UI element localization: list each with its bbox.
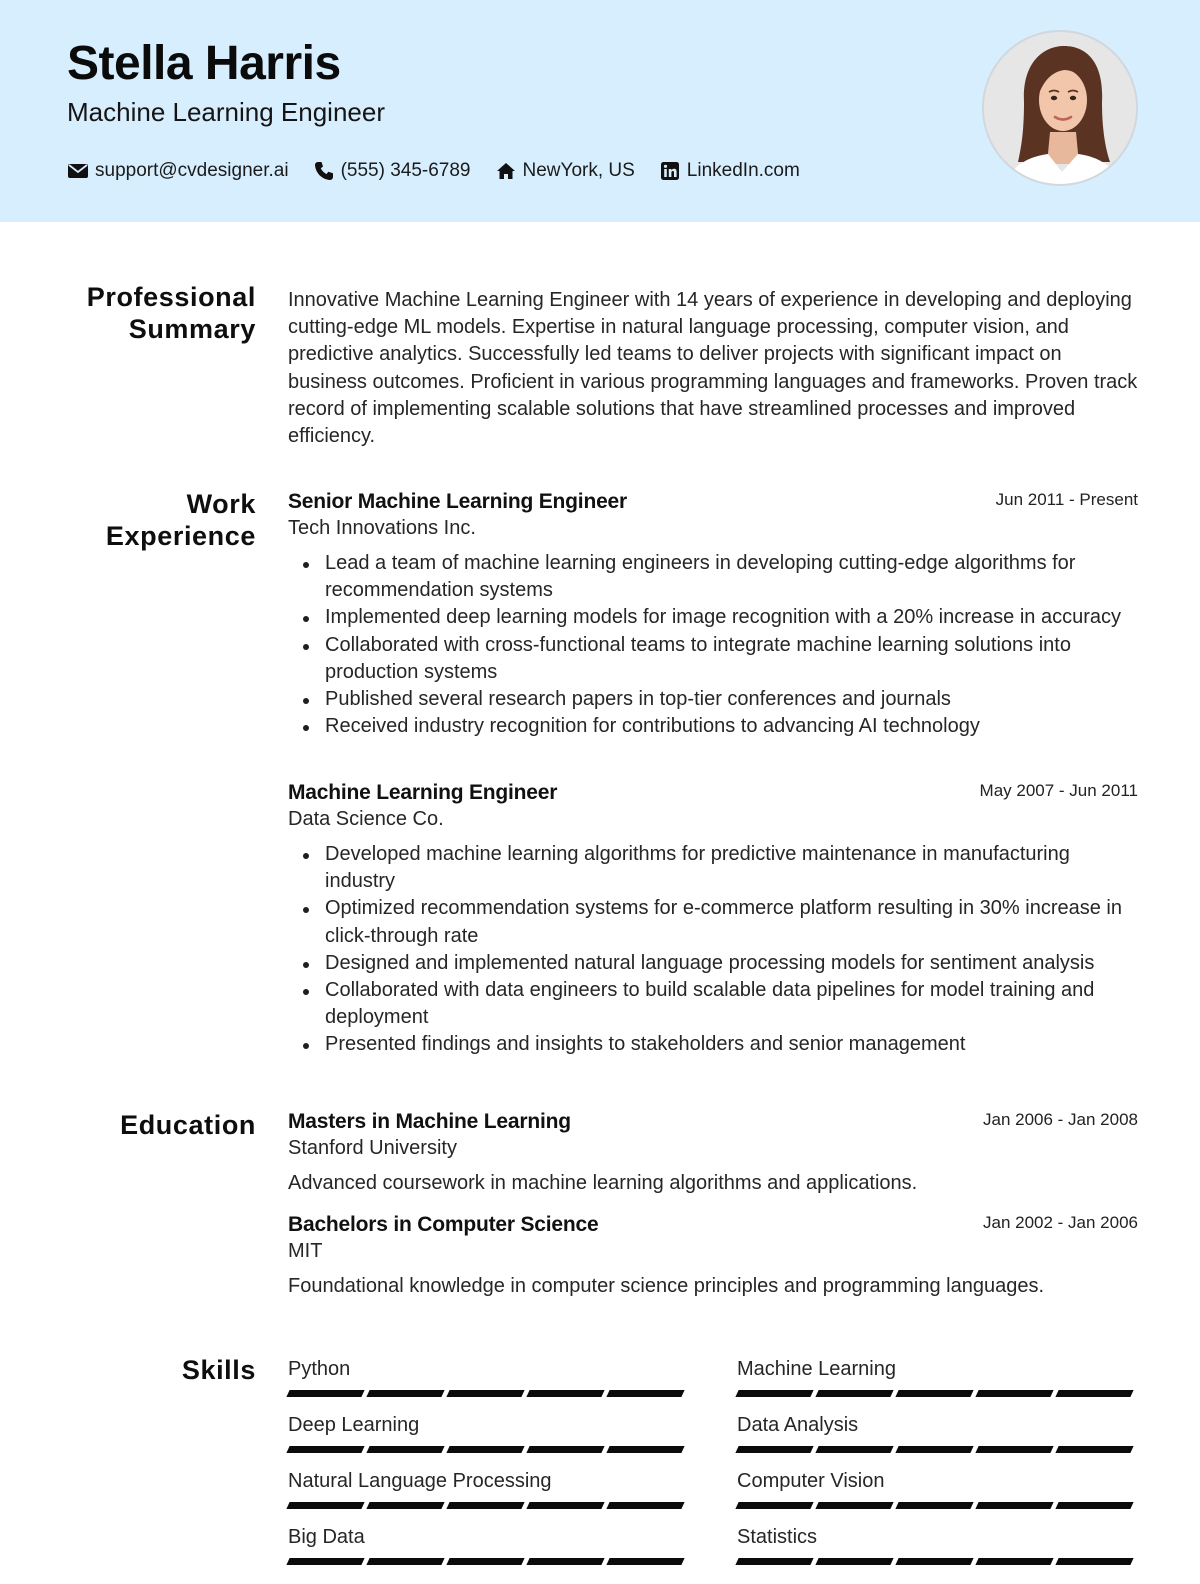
job-bullets [288, 550, 1138, 740]
skill-item [288, 1414, 688, 1453]
skill-level-segment [975, 1558, 1053, 1565]
skill-level-segment [1055, 1390, 1133, 1397]
envelope-icon [67, 160, 89, 182]
skill-item [737, 1358, 1137, 1397]
job-company: Data Science Co. [288, 808, 444, 830]
skill-item [737, 1470, 1137, 1509]
skill-level-segment [366, 1558, 444, 1565]
skill-item [737, 1414, 1137, 1453]
contact-bar [67, 158, 824, 184]
skill-level-bar [288, 1502, 688, 1509]
education-entry [288, 1110, 1138, 1195]
school-name: Stanford University [288, 1137, 457, 1159]
skill-level-segment [735, 1446, 813, 1453]
job-title: Machine Learning Engineer [288, 781, 558, 804]
phone-icon [313, 160, 335, 182]
education-description: Advanced coursework in machine learning algorithms and applications. [288, 1172, 918, 1194]
list-item: Lead a team of machine learning engineers in developing cutting-edge algorithms for recommendation systems [288, 550, 1138, 604]
skill-name: Data Analysis [737, 1414, 859, 1436]
skill-item [288, 1526, 688, 1565]
skill-level-bar [737, 1558, 1137, 1565]
skill-level-segment [446, 1390, 524, 1397]
list-item: Collaborated with data engineers to build scalable data pipelines for model training and deployment [288, 977, 1138, 1031]
skill-level-bar [288, 1558, 688, 1565]
skill-level-segment [895, 1558, 973, 1565]
skill-level-segment [815, 1446, 893, 1453]
experience-heading-line2: Experience [105, 521, 256, 551]
list-item: Designed and implemented natural language processing models for sentiment analysis [288, 950, 1138, 977]
linkedin-icon [659, 160, 681, 182]
profile-photo [982, 30, 1138, 186]
skill-level-segment [895, 1502, 973, 1509]
skill-level-segment [895, 1390, 973, 1397]
job-title: Senior Machine Learning Engineer [288, 490, 628, 513]
skill-level-segment [286, 1502, 364, 1509]
skill-item [288, 1358, 688, 1397]
list-item: Optimized recommendation systems for e-commerce platform resulting in 30% increase in click-through rate [288, 895, 1138, 949]
skill-level-segment [975, 1446, 1053, 1453]
skill-level-segment [1055, 1446, 1133, 1453]
skill-level-bar [737, 1390, 1137, 1397]
skill-level-segment [735, 1558, 813, 1565]
skill-level-segment [1055, 1558, 1133, 1565]
job-bullets [288, 841, 1138, 1059]
education-entry [288, 1213, 1138, 1298]
contact-email[interactable] [67, 160, 289, 182]
experience-heading [60, 488, 256, 552]
skill-name: Natural Language Processing [288, 1470, 552, 1492]
job-entry [288, 490, 1138, 740]
skill-level-segment [446, 1502, 524, 1509]
skill-level-segment [815, 1390, 893, 1397]
contact-location [495, 160, 635, 182]
skill-name: Big Data [288, 1526, 365, 1548]
skill-level-segment [286, 1390, 364, 1397]
summary-text: Innovative Machine Learning Engineer with 14 years of experience in developing and deploying cutting-edge ML models. Expertise in natural language processing, computer vision, and predictive analytics. Successfully led teams to deliver projects with significant impact on business outcomes. Proficient in various programming languages and frameworks. Proven track record of implementing scalable solutions that have streamlined processes and improved efficiency. [288, 289, 1138, 448]
skill-level-segment [446, 1446, 524, 1453]
skill-level-segment [526, 1446, 604, 1453]
skills-heading: Skills [181, 1355, 256, 1385]
skill-level-bar [737, 1446, 1137, 1453]
skill-level-segment [735, 1502, 813, 1509]
list-item: Published several research papers in top-tier conferences and journals [288, 686, 1138, 713]
skill-level-segment [366, 1502, 444, 1509]
education-dates: Jan 2002 - Jan 2006 [982, 1213, 1138, 1232]
list-item: Implemented deep learning models for image recognition with a 20% increase in accuracy [288, 604, 1138, 631]
contact-linkedin[interactable] [659, 160, 800, 182]
contact-phone[interactable] [313, 160, 471, 182]
summary-heading-line1: Professional [86, 282, 256, 312]
skill-level-segment [366, 1446, 444, 1453]
skill-name: Python [288, 1358, 351, 1380]
list-item: Received industry recognition for contributions to advancing AI technology [288, 713, 1138, 740]
summary-heading [60, 281, 256, 345]
skill-level-segment [735, 1390, 813, 1397]
education-dates: Jan 2006 - Jan 2008 [982, 1110, 1138, 1129]
skill-level-segment [286, 1558, 364, 1565]
skill-level-segment [446, 1558, 524, 1565]
skill-level-segment [975, 1502, 1053, 1509]
list-item: Presented findings and insights to stakeholders and senior management [288, 1031, 1138, 1058]
skill-level-segment [366, 1390, 444, 1397]
skill-name: Computer Vision [737, 1470, 885, 1492]
education-heading: Education [120, 1110, 256, 1140]
skill-level-bar [288, 1390, 688, 1397]
skill-level-segment [895, 1446, 973, 1453]
list-item: Collaborated with cross-functional teams to integrate machine learning solutions into production systems [288, 632, 1138, 686]
skill-level-segment [606, 1446, 684, 1453]
skill-level-segment [526, 1390, 604, 1397]
skill-level-segment [606, 1558, 684, 1565]
skill-name: Statistics [737, 1526, 818, 1548]
skill-level-segment [526, 1502, 604, 1509]
candidate-title: Machine Learning Engineer [67, 97, 385, 127]
contact-linkedin-text: LinkedIn.com [686, 160, 800, 181]
education-description: Foundational knowledge in computer science principles and programming languages. [288, 1275, 1045, 1297]
skill-level-segment [815, 1558, 893, 1565]
skill-level-segment [975, 1390, 1053, 1397]
skill-level-segment [606, 1502, 684, 1509]
skill-item [737, 1526, 1137, 1565]
home-icon [495, 160, 517, 182]
experience-heading-line1: Work [186, 489, 256, 519]
list-item: Developed machine learning algorithms for predictive maintenance in manufacturing industry [288, 841, 1138, 895]
skill-level-segment [1055, 1502, 1133, 1509]
degree-title: Bachelors in Computer Science [288, 1213, 599, 1236]
job-dates: Jun 2011 - Present [995, 490, 1138, 509]
summary-heading-line2: Summary [128, 314, 256, 344]
skill-name: Deep Learning [288, 1414, 420, 1436]
skill-level-segment [286, 1446, 364, 1453]
job-dates: May 2007 - Jun 2011 [979, 781, 1138, 800]
skill-level-bar [737, 1502, 1137, 1509]
skill-name: Machine Learning [737, 1358, 896, 1380]
resume-header [0, 0, 1200, 222]
contact-phone-text: (555) 345-6789 [340, 160, 471, 181]
candidate-name: Stella Harris [67, 37, 341, 90]
degree-title: Masters in Machine Learning [288, 1110, 571, 1133]
skill-level-segment [526, 1558, 604, 1565]
contact-email-text: support@cvdesigner.ai [95, 160, 289, 181]
skill-level-segment [606, 1390, 684, 1397]
job-company: Tech Innovations Inc. [288, 517, 476, 539]
school-name: MIT [288, 1240, 323, 1262]
contact-location-text: NewYork, US [522, 160, 635, 181]
skill-item [288, 1470, 688, 1509]
skill-level-bar [288, 1446, 688, 1453]
job-entry [288, 781, 1138, 1059]
skill-level-segment [815, 1502, 893, 1509]
